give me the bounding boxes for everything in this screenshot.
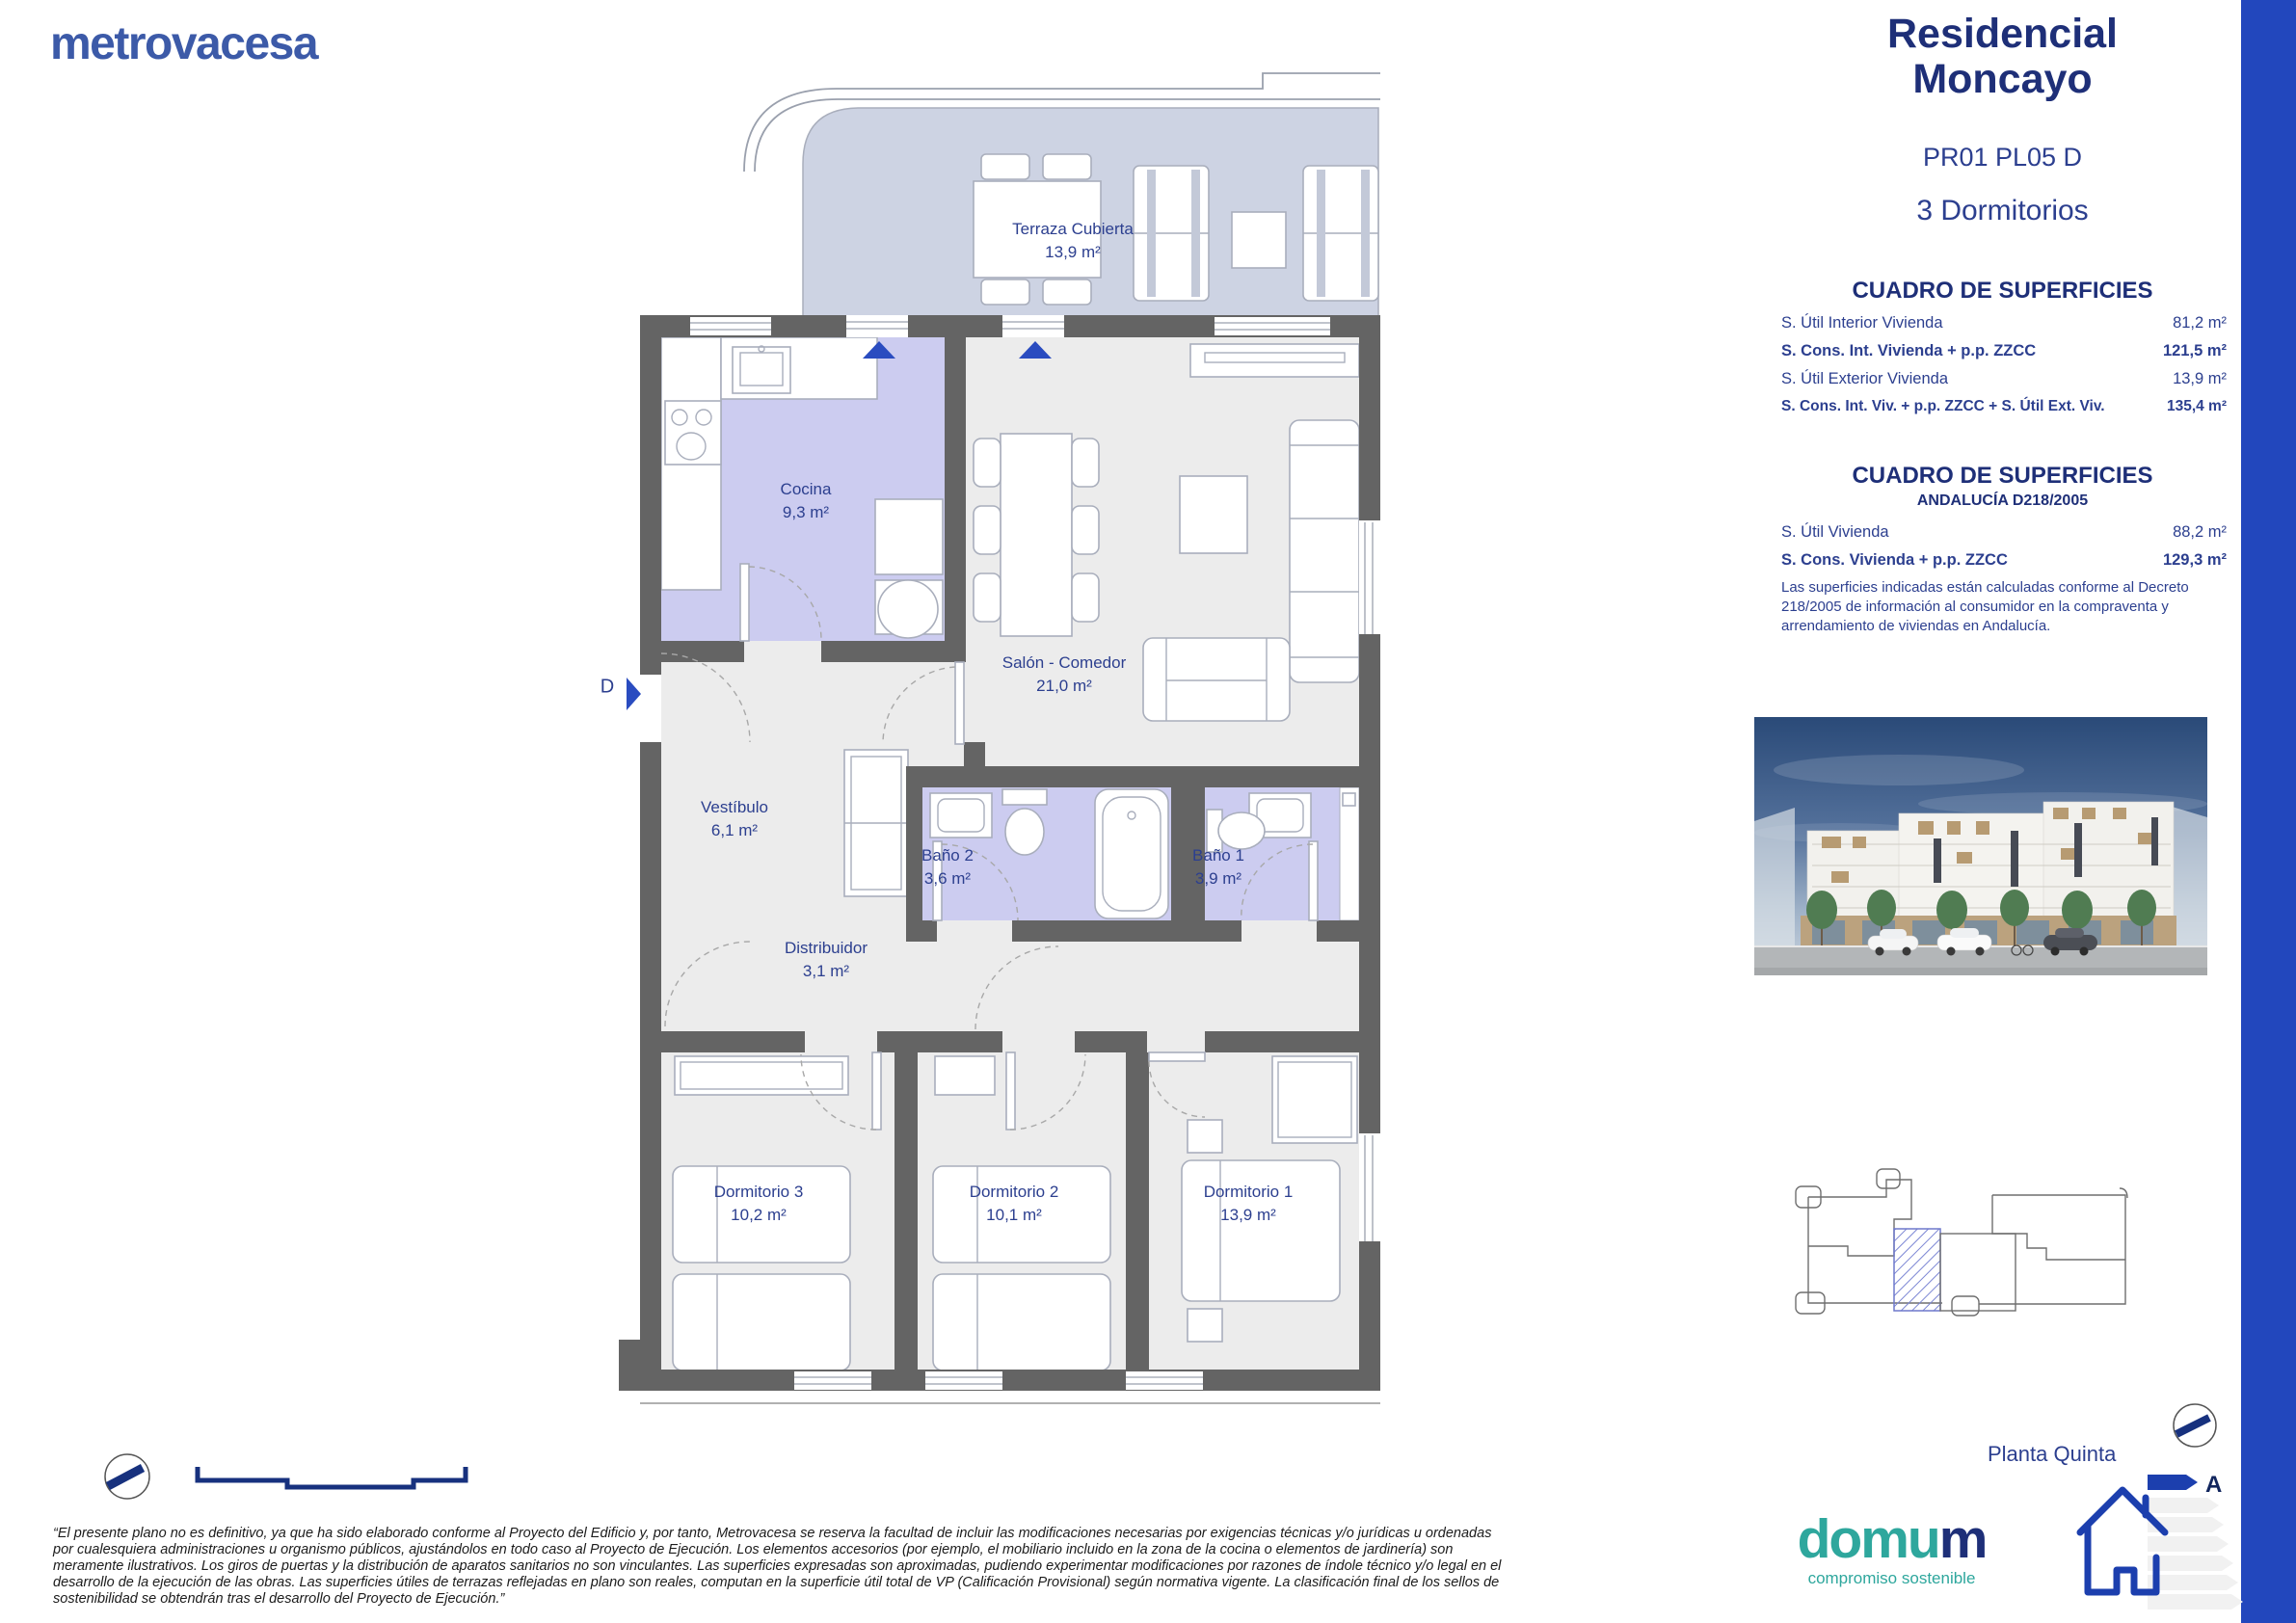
surfaces-table-2	[1781, 523, 2227, 579]
room-label-distribuidor: Distribuidor 3,1 m²	[785, 939, 868, 980]
entrance-arrow-icon	[627, 678, 641, 710]
room-label-cocina: Cocina 9,3 m²	[780, 480, 832, 521]
domum-logo: domum compromiso sostenible	[1788, 1511, 1995, 1588]
surfaces-table-1	[1781, 314, 2227, 426]
surfaces-table-2-title: CUADRO DE SUPERFICIES	[1852, 463, 2153, 489]
room-label-bano-2: Baño 2 3,6 m²	[921, 846, 974, 888]
room-label-dormitorio-3: Dormitorio 3 10,2 m²	[713, 1183, 804, 1224]
bedrooms-count: 3 Dormitorios	[1916, 195, 2089, 226]
table-row: S. Útil Interior Vivienda 81,2 m²	[1781, 314, 2227, 332]
table-row: S. Cons. Int. Vivienda + p.p. ZZCC 121,5 m²	[1781, 342, 2227, 359]
north-compass-icon	[99, 1449, 155, 1504]
room-label-vestibulo: Vestíbulo 6,1 m²	[701, 798, 768, 839]
table-row: S. Útil Vivienda 88,2 m²	[1781, 523, 2227, 541]
room-label-dormitorio-2: Dormitorio 2 10,1 m²	[969, 1183, 1059, 1224]
room-label-bano-1: Baño 1 3,9 m²	[1192, 846, 1244, 888]
north-compass-icon	[2167, 1397, 2223, 1453]
surfaces-table-2-subtitle: ANDALUCÍA D218/2005	[1916, 492, 2089, 509]
domum-wordmark: domu	[1797, 1508, 1939, 1570]
building-photo	[1754, 717, 2207, 975]
energy-rating-icon	[2063, 1471, 2256, 1613]
unit-code: PR01 PL05 D	[1922, 143, 2083, 172]
svg-text:A: A	[2205, 1472, 2223, 1498]
table-row: S. Cons. Int. Viv. + p.p. ZZCC + S. Útil Ext. Viv. 135,4 m²	[1781, 398, 2227, 414]
title-line-1: Residencial	[1887, 11, 2118, 57]
room-label-dormitorio-1: Dormitorio 1 13,9 m²	[1203, 1183, 1294, 1224]
right-accent-bar	[2241, 0, 2296, 1623]
surfaces-note: Las superficies indicadas están calculadas conforme al Decreto 218/2005 de información al consumidor en la compraventa y arrendamiento de viviendas en Andalucía.	[1781, 579, 2189, 634]
scale-bar	[188, 1461, 477, 1492]
entrance-label: D	[600, 676, 615, 698]
page-title	[1778, 12, 2227, 102]
surfaces-table-2-header	[1778, 463, 2227, 510]
legal-disclaimer: “El presente plano no es definitivo, ya que ha sido elaborado conforme al Proyecto del Edificio y, por tanto, Metrovacesa se reserva la facultad de incluir las modificaciones necesarias por exigencias técnicas y/o jurídicas u ordenadas por cualesquiera administraciones u organismo públicos, ajustándolos en todo caso al Proyecto de Ejecución. Los elementos accesorios (por ejemplo, el mobiliario incluido en la zona de la cocina o elementos de jardinería) son meramente ilustrativos. Los giros de puertas y la distribución de aparatos sanitarios no son vinculantes. Las superficies expresadas son aproximadas, pudiendo experimentar modificaciones por razones de índole técnico y/o legal en el desarrollo de la ejecución de las obras. Las superficies útiles de terrazas reflejadas en plano son reales, computan en la superficie útil total de VP (Calificación Provisional) según normativa vigente. La clasificación final de los sellos de sostenibilidad se obtendrán tras el desarrollo del Proyecto de Ejecución.”	[53, 1526, 1502, 1607]
table-row: S. Cons. Vivienda + p.p. ZZCC 129,3 m²	[1781, 551, 2227, 569]
domum-tagline: compromiso sostenible	[1807, 1569, 1976, 1587]
room-label-salon: Salón - Comedor 21,0 m²	[1001, 653, 1127, 695]
metrovacesa-logo: metrovacesa	[50, 18, 318, 69]
table-row: S. Útil Exterior Vivienda 13,9 m²	[1781, 370, 2227, 387]
title-line-2: Moncayo	[1912, 56, 2093, 102]
floor-label: Planta Quinta	[1988, 1442, 2117, 1466]
room-label-terraza: Terraza Cubierta 13,9 m²	[1012, 220, 1134, 261]
surfaces-table-1-title: CUADRO DE SUPERFICIES	[1852, 278, 2153, 304]
key-plan	[1788, 1161, 2135, 1330]
